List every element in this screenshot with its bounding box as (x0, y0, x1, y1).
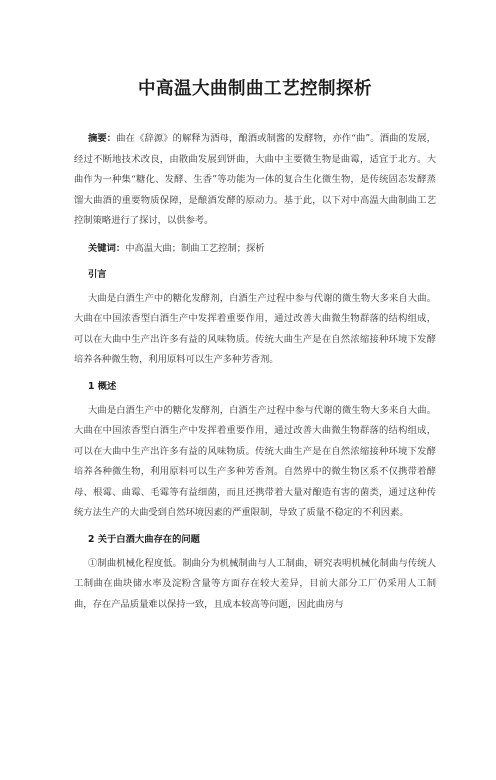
problems-paragraph: ①制曲机械化程度低。制曲分为机械制曲与人工制曲，研究表明机械化制曲与传统人工制曲在曲块储水率及淀粉含量等方面存在较大差异，目前大部分工厂仍采用人工制曲，存在产品质量难以保持一致，且成本较高等问题，因此曲房与 (74, 557, 436, 610)
abstract-paragraph (74, 129, 436, 232)
keywords-line (74, 239, 436, 259)
section-heading-overview: 1 概述 (88, 380, 117, 392)
section-heading-problems: 2 关于白酒大曲存在的问题 (88, 533, 200, 545)
section-heading-intro: 引言 (88, 268, 107, 280)
document-title: 中高温大曲制曲工艺控制探析 (138, 79, 372, 99)
overview-paragraph: 大曲是白酒生产中的糖化发酵剂，白酒生产过程中参与代谢的微生物大多来自大曲。大曲在中国浓香型白酒生产中发挥着重要作用，通过改善大曲微生物群落的结构组成，可以在大曲中生产出许多有益的风味物质。传统大曲生产是在自然浓缩接种环境下发酵培养各种微生物，利用原料可以生产多种芳香剂。自然界中的微生物区系不仅携带着酵母、根霉、曲霉、毛霉等有益细菌，而且还携带着大量对酿造有害的菌类，通过这种传统方法生产的大曲受到自然环境因素的严重限制，导致了质量不稳定的不利因素。 (74, 404, 436, 518)
keywords-text: 中高温大曲；制曲工艺控制；探析 (125, 242, 265, 254)
keywords-label: 关键词： (88, 242, 126, 254)
abstract-text: 曲在《辞源》的解释为酒母，酿酒或制酱的发酵物，亦作“曲”。酒曲的发展，经过不断地技术改良，由散曲发展到饼曲，大曲中主要微生物是曲霉，适宜于北方。大曲作为一种集“糖化、发酵、生香”等功能为一体的复合生化微生物，是传统固态发酵蒸馏大曲酒的重要物质保障，是酿酒发酵的原动力。基于此，以下对中高温大曲制曲工艺控制策略进行了探讨，以供参考。 (74, 133, 436, 226)
intro-paragraph: 大曲是白酒生产中的糖化发酵剂，白酒生产过程中参与代谢的微生物大多来自大曲。大曲在中国浓香型白酒生产中发挥着重要作用，通过改善大曲微生物群落的结构组成，可以在大曲中生产出许多有益的风味物质。传统大曲生产是在自然浓缩接种环境下发酵培养各种微生物，利用原料可以生产多种芳香剂。 (74, 292, 436, 365)
abstract-label: 摘要： (88, 133, 117, 144)
document-page (0, 78, 496, 780)
